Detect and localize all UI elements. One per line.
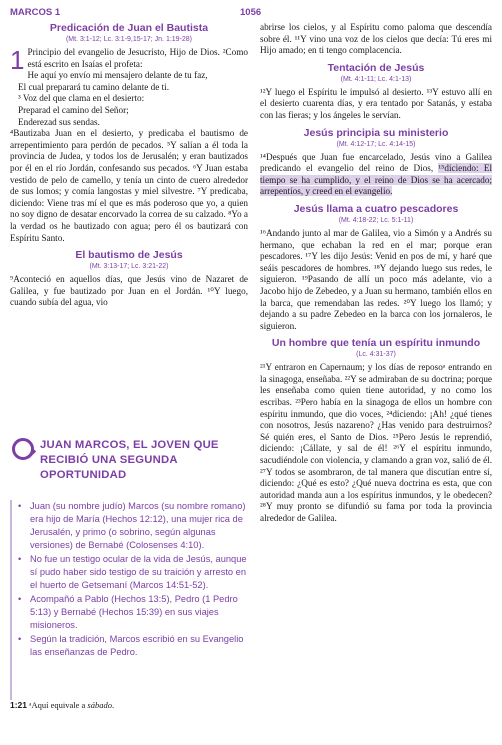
study-box-body bbox=[10, 500, 250, 700]
running-header bbox=[10, 4, 492, 22]
page-number: 1056 bbox=[240, 7, 262, 18]
chapter-numeral: 1 bbox=[10, 45, 25, 75]
footnote-id: 1:21 bbox=[10, 700, 28, 710]
section-refs-espiritu-inmundo: (Lc. 4:31-37) bbox=[356, 351, 396, 359]
list-item: • Según la tradición, Marcos escribió en su Evangelio las enseñanzas de Pedro. bbox=[18, 633, 250, 659]
section-heading-ministerio: Jesús principia su ministerio bbox=[303, 126, 449, 139]
verse-paragraph: ¹²Y luego el Espíritu le impulsó al desierto. ¹³Y estuvo allí en el desierto cuarenta días, y era tentado por Satanás, y estaba con las fieras; y los ángeles le servían. bbox=[260, 86, 492, 120]
study-box-list bbox=[12, 500, 250, 659]
study-box-title: JUAN MARCOS, EL JOVEN QUE RECIBIÓ UNA SEGUNDA OPORTUNIDAD bbox=[40, 439, 219, 481]
list-item: • Juan (su nombre judío) Marcos (su nombre romano) era hijo de María (Hechos 12:12), una mujer rica de Jerusalén, y primo (o sobrino, según algunas versiones) de Bernabé (Colosenses 4:10). bbox=[18, 500, 250, 552]
poem-line: Preparad el camino del Señor; bbox=[18, 104, 129, 115]
verse-paragraph: ²¹Y entraron en Capernaum; y los días de reposoᵃ entrando en la sinagoga, enseñaba. ²²Y se admiraban de su doctrina; porque les enseñaba como quien tiene autoridad, y no como los escribas. ²³Pero había en la sinagoga de ellos un hombre con espíritu inmundo, que dio voces, ²⁴diciendo: ¡Ah! ¿qué tienes con nosotros, Jesús nazareno? ¿Has venido para destruirnos? Sé quién eres, el Santo de Dios. ²⁵Pero Jesús le reprendió, diciendo: ¡Cállate, y sal de él! ²⁶Y el espíritu inmundo, sacudiéndole con violencia, y clamando a gran voz, salió de él. ²⁷Y todos se asombraron, de tal manera que discutían entre sí, diciendo: ¿Qué es esto? ¿Qué nueva doctrina es esta, que con autoridad manda aun a los espíritus inmundos, y le obedecen? ²⁸Y muy pronto se difundió su fama por toda la provincia alrededor de Galilea. bbox=[260, 362, 492, 523]
poem-line: El cual preparará tu camino delante de ti. bbox=[18, 81, 170, 92]
footnote-end: . bbox=[111, 700, 115, 710]
verse-paragraph: ⁹Aconteció en aquellos días, que Jesús vino de Nazaret de Galilea, y fue bautizado por Juan en el Jordán. ¹⁰Y luego, cuando subía del agua, vio bbox=[10, 274, 248, 308]
section-heading-bautismo: El bautismo de Jesús bbox=[75, 249, 183, 262]
footnote bbox=[10, 700, 250, 710]
section-refs-bautismo: (Mt. 3:13-17; Lc. 3:21-22) bbox=[89, 263, 169, 271]
highlighted-verse: ¹⁵diciendo: El tiempo se ha cumplido, y el reino de Dios se ha acercado; arrepentíos, y creed en el evangelio. bbox=[260, 163, 492, 197]
footnote-text: ᵃAquí equivale a bbox=[27, 700, 88, 710]
verse-paragraph bbox=[260, 152, 492, 198]
verse-paragraph: ¹⁶Andando junto al mar de Galilea, vio a Simón y a Andrés su hermano, que echaban la red en el mar; porque eran pescadores. ¹⁷Y les dijo Jesús: Venid en pos de mí, y haré que seáis pescadores de hombres. ¹⁸Y dejando luego sus redes, le siguieron. ¹⁹Pasando de allí un poco más adelante, vio a Jacobo hijo de Zebedeo, y a Juan su hermano, también ellos en la barca, que remendaban las redes. ²⁰Y luego los llamó; y dejando a su padre Zebedeo en la barca con los jornaleros, le siguieron. bbox=[260, 227, 492, 331]
section-heading-predicacion: Predicación de Juan el Bautista bbox=[49, 22, 209, 34]
verse-text: Principio del evangelio de Jesucristo, Hijo de Dios. ²Como está escrito en Isaías el profeta: bbox=[27, 47, 248, 69]
book-chapter-label: MARCOS 1 bbox=[10, 7, 61, 18]
poem-line: ³ Voz del que clama en el desierto: bbox=[18, 93, 145, 104]
section-heading-tentacion: Tentación de Jesús bbox=[327, 61, 425, 74]
magnifier-icon bbox=[12, 438, 34, 460]
section-heading-espiritu-inmundo: Un hombre que tenía un espíritu inmundo bbox=[271, 337, 481, 350]
left-column bbox=[10, 22, 248, 309]
poem-line: He aquí yo envío mi mensajero delante de tu faz, bbox=[27, 70, 208, 81]
study-box-header bbox=[10, 436, 248, 496]
verse-paragraph bbox=[10, 45, 248, 75]
section-refs-pescadores: (Mt. 4:18-22; Lc. 5:1-11) bbox=[338, 216, 414, 224]
right-column bbox=[260, 22, 492, 525]
verse-paragraph: abrirse los cielos, y al Espíritu como paloma que descendía sobre él. ¹¹Y vino una voz de los cielos que decía: Tú eres mi Hijo amado; en ti tengo complacencia. bbox=[260, 22, 492, 56]
footnote-term: sábado bbox=[87, 700, 112, 710]
poem-line: Enderezad sus sendas. bbox=[18, 116, 100, 127]
list-item: • Acompañó a Pablo (Hechos 13:5), Pedro (1 Pedro 5:13) y Bernabé (Hechos 15:39) en sus viajes misioneros. bbox=[18, 593, 250, 632]
section-heading-pescadores: Jesús llama a cuatro pescadores bbox=[293, 202, 459, 215]
verse-text: ¹⁴Después que Juan fue encarcelado, Jesús vino a Galilea predicando el evangelio del reino de Dios, bbox=[260, 151, 492, 174]
verse-paragraph: ⁴Bautizaba Juan en el desierto, y predicaba el bautismo de arrepentimiento para perdón de pecados. ⁵Y salían a él toda la provincia de Judea, y todos los de Jerusalén; y eran bautizados por él en el río Jordán, confesando sus pecados. ⁶Y Juan estaba vestido de pelo de camello, y tenía un cinto de cuero alrededor de sus lomos; y comía langostas y miel silvestre. ⁷Y predicaba, diciendo: Viene tras mí el que es más poderoso que yo, a quien no soy digno de desatar encorvado la correa de su calzado. ⁸Yo a la verdad os he bautizado con agua; pero él os bautizará con Espíritu Santo. bbox=[10, 128, 248, 243]
section-refs-ministerio: (Mt. 4:12-17; Lc. 4:14-15) bbox=[336, 140, 416, 148]
section-refs-predicacion: (Mt. 3:1-12; Lc. 3:1-9,15-17; Jn. 1:19-28) bbox=[65, 36, 193, 43]
study-box bbox=[10, 436, 248, 696]
list-item: • No fue un testigo ocular de la vida de Jesús, aunque sí pudo haber sido testigo de su traición y arresto en el huerto de Getsemaní (Marcos 14:51-52). bbox=[18, 553, 250, 592]
section-refs-tentacion: (Mt. 4:1-11; Lc. 4:1-13) bbox=[340, 75, 412, 83]
